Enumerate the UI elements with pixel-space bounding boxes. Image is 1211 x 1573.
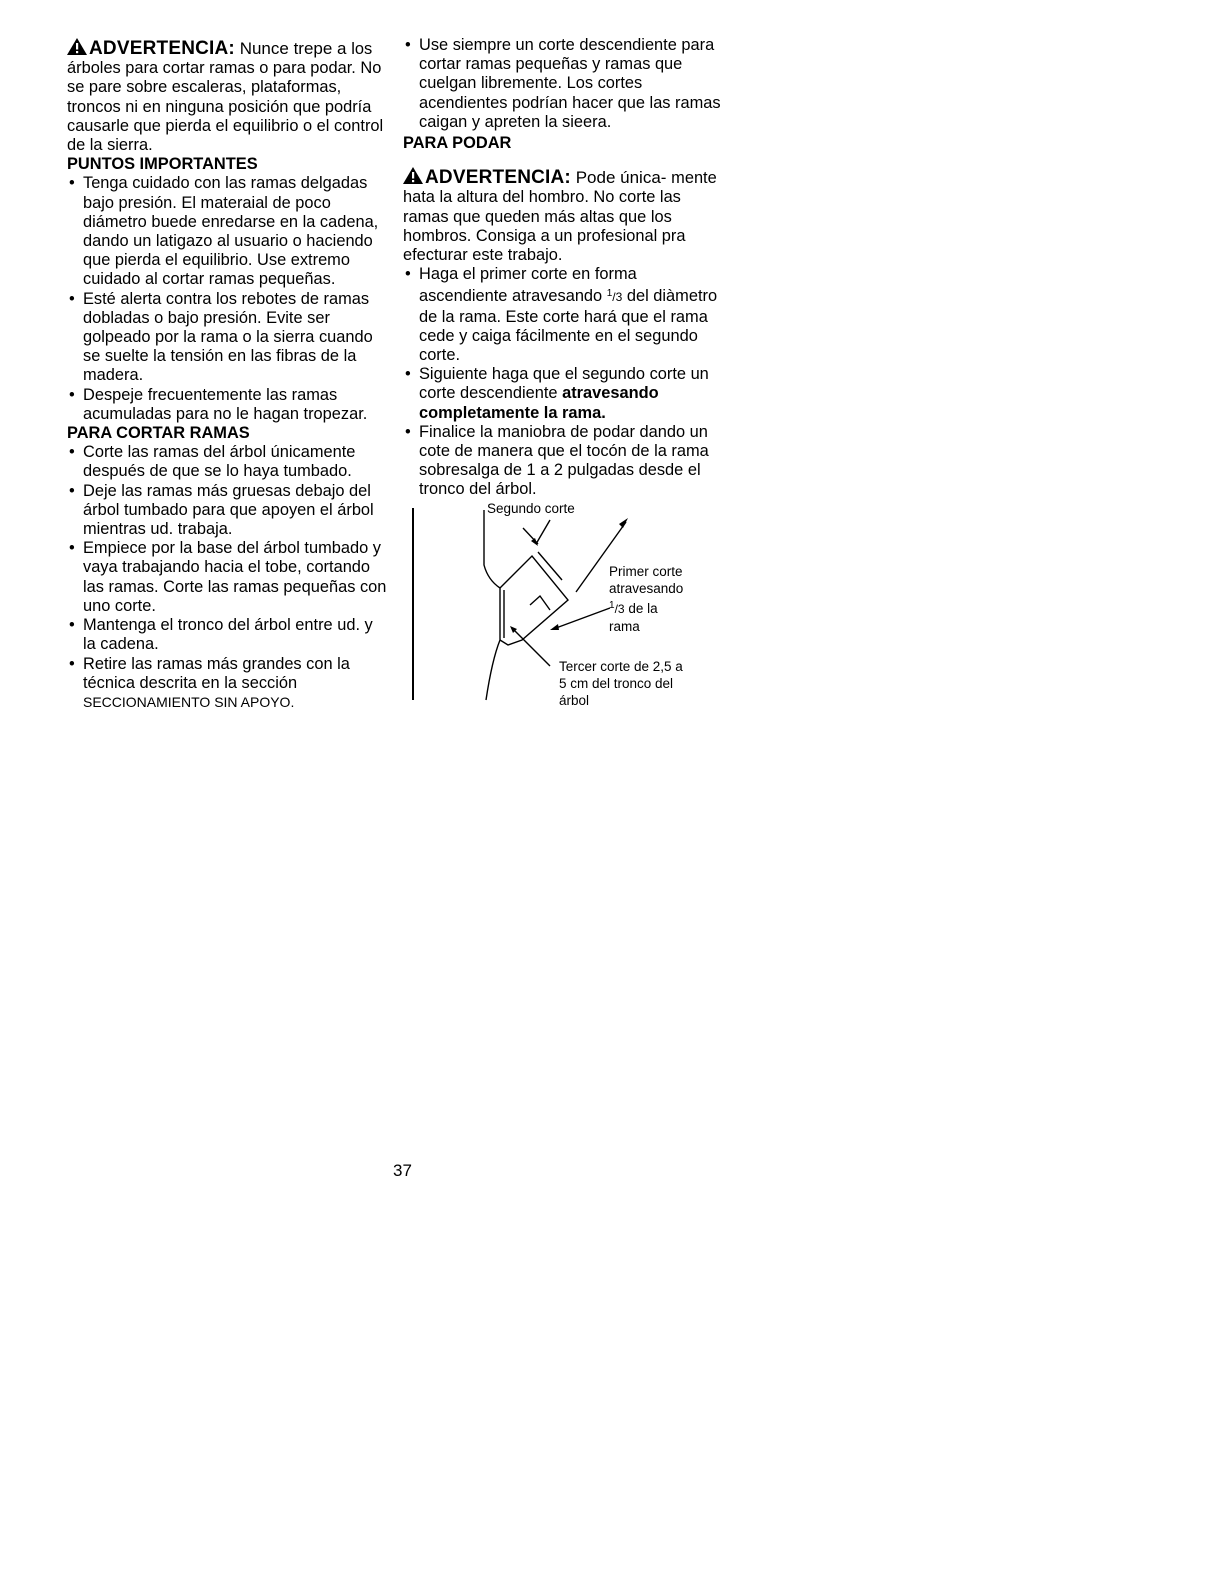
list-item: • Mantenga el tronco del árbol entre ud. y la cadena.	[67, 616, 387, 654]
fraction-numerator: 1	[609, 600, 615, 611]
list-item: • Tenga cuidado con las ramas delgadas bajo presión. El materaial de poco diámetro buede enredarse en la cadena, dando un latigazo al usuario o haciendo que pierda el equilibrio. Use extremo cuidado al cortar ramas pequeñas.	[67, 174, 387, 289]
podar-list	[403, 265, 723, 499]
warning-paragraph-2	[403, 167, 723, 265]
fraction	[607, 290, 623, 304]
list-item	[403, 265, 723, 365]
warning-paragraph-1	[67, 38, 387, 155]
fraction	[609, 602, 625, 616]
top-list	[403, 36, 723, 132]
list-item-bold-text: atravesando completamente la rama.	[419, 384, 659, 422]
list-item	[403, 365, 723, 423]
list-item	[67, 655, 387, 713]
pruning-diagram	[400, 500, 730, 715]
list-item: • Despeje frecuentemente las ramas acumuladas para no le hagan tropezar.	[67, 386, 387, 424]
leader-primer	[556, 608, 610, 628]
fraction-numerator: 1	[606, 288, 613, 300]
page-number: 37	[393, 1161, 412, 1180]
section-heading-podar: PARA PODAR	[403, 134, 512, 153]
label-tercer-corte	[559, 658, 683, 709]
right-column	[403, 36, 723, 500]
list-item: • Finalice la maniobra de podar dando un cote de manera que el tocón de la rama sobresalga de 1 a 2 pulgadas desde el tronco del árbol.	[403, 423, 723, 500]
list-item: • Esté alerta contra los rebotes de ramas dobladas o bajo presión. Evite ser golpeado por la rama o la sierra cuando se suelte la tensión en las fibras de la madera.	[67, 290, 387, 386]
label-primer-corte	[609, 563, 704, 635]
fraction-denominator: /3	[612, 290, 623, 305]
label-tercer-line: árbol	[559, 693, 590, 708]
list-item-text: del diàmetro de la rama. Este corte hará que el rama cede y caiga fácilmente en el segundo corte.	[419, 287, 718, 365]
warning-text: los árboles para cortar ramas o para podar. No se pare sobre escaleras, plataformas, troncos ni en ninguna posición que podría causarle que pierda el equilibrio o el control de la sierra.	[67, 40, 384, 155]
arrowhead	[550, 624, 559, 630]
warning-lead: Pode única-	[575, 168, 667, 188]
leader-segundo-2	[536, 520, 550, 544]
label-fraction-line	[609, 597, 704, 618]
warning-triangle-icon	[403, 167, 423, 184]
trunk-line	[484, 510, 500, 700]
warning-text: mente hata la altura del hombro. No corte las ramas que queden más altas que los hombros. Consiga a un profesional pra efecturar este trabajo.	[403, 169, 717, 265]
second-cut-line	[538, 552, 562, 580]
label-tercer-line: Tercer corte de 2,5 a	[559, 659, 683, 674]
list-item: • Deje las ramas más gruesas debajo del árbol tumbado para que apoyen el árbol mientras ud. trabaja.	[67, 482, 387, 540]
warning-title: ADVERTENCIA:	[89, 38, 235, 59]
fraction-denominator: /3	[614, 602, 625, 616]
warning-heading-1	[67, 39, 351, 58]
cortar-list	[67, 443, 387, 712]
first-cut-line	[530, 596, 550, 610]
warning-title: ADVERTENCIA:	[425, 167, 571, 189]
label-tercer-line: 5 cm del tronco del	[559, 676, 674, 691]
leader-tercer	[512, 628, 550, 666]
label-fraction-rest: de la	[628, 601, 658, 616]
warning-heading-2	[403, 168, 671, 187]
label-primer-text: Primer corte atravesando	[609, 564, 684, 596]
label-segundo-corte: Segundo corte	[487, 501, 575, 516]
label-rama: rama	[609, 619, 640, 634]
list-item: • Use siempre un corte descendiente para cortar ramas pequeñas y ramas que cuelgan libremente. Los cortes acendientes podrían hacer que las ramas caigan y apreten la sieera.	[403, 36, 723, 132]
arrowhead	[619, 518, 628, 528]
section-heading-puntos: PUNTOS IMPORTANTES	[67, 155, 258, 174]
list-item-text: Siguiente haga que el segundo corte un corte descendiente	[419, 365, 709, 403]
list-item-text: Haga el primer corte en forma ascendiente atravesando	[419, 265, 637, 306]
list-item-text: Retire las ramas más grandes con la técnica descrita en la sección	[83, 654, 350, 692]
section-heading-cortar: PARA CORTAR RAMAS	[67, 424, 250, 443]
warning-triangle-icon	[67, 38, 87, 55]
list-item: • Empiece por la base del árbol tumbado y vaya trabajando hacia el tobe, cortando las ramas. Corte las ramas pequeñas con uno corte.	[67, 539, 387, 616]
puntos-list	[67, 174, 387, 424]
left-column	[67, 38, 387, 712]
section-reference: SECCIONAMIENTO SIN APOYO.	[83, 693, 295, 710]
list-item: • Corte las ramas del árbol únicamente después de que se lo haya tumbado.	[67, 443, 387, 481]
warning-lead: Nunce trepe a	[239, 39, 347, 58]
